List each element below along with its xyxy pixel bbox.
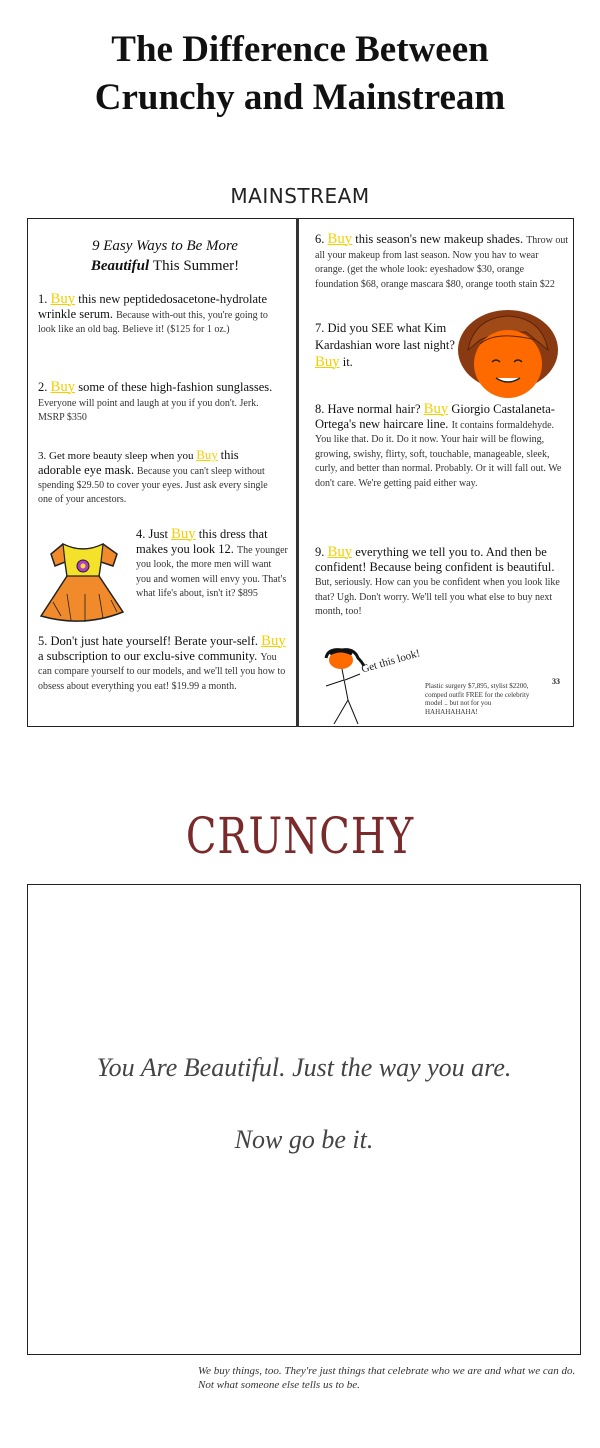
- crunchy-message: [60, 1050, 548, 1158]
- crunchy-message-line-2: Now go be it.: [234, 1125, 374, 1154]
- item-7: 7. Did you SEE what Kim Kardashian wore last night? Buy it.: [315, 321, 455, 370]
- get-this-look-label: Get this look!: [360, 647, 422, 676]
- item-4: 4. Just Buy this dress that makes you look 12. The younger you look, the more men will want you and women will envy you. That's what life's about, isn't it? $895: [136, 526, 288, 599]
- item-9: 9. Buy everything we tell you to. And then be confident! Because being confident is beautiful. But, seriously. How can you be confident when you look like that? Ugh. Don't worry. We'll tell you what else to buy next month, too!: [315, 544, 560, 617]
- title-line-2: Crunchy and Mainstream: [94, 77, 506, 118]
- item-2: 2. Buy some of these high-fashion sunglasses. Everyone will point and laugh at you if you don't. Jerk. MSRP $350: [38, 379, 273, 423]
- page-title: [0, 26, 600, 122]
- item-5: 5. Don't just hate yourself! Berate your-self. Buy a subscription to our exclu-sive community. You can compare yourself to our models, and we'll tell you how to obsess about everything you eat! $19.99 a month.: [38, 633, 286, 692]
- buy-label: Buy: [315, 354, 340, 370]
- buy-label: Buy: [423, 401, 449, 417]
- buy-label: Buy: [171, 526, 196, 542]
- crunchy-heading: CRUNCHY: [185, 808, 415, 866]
- item-1: 1. Buy this new peptidedosacetone-hydrolate wrinkle serum. Because with-out this, you're going to look like an old bag. Believe it! ($125 for 1 oz.): [38, 291, 268, 335]
- title-line-1: The Difference Between: [111, 29, 489, 70]
- dress-illustration: [33, 532, 133, 632]
- buy-label: Buy: [50, 291, 76, 307]
- item-6: 6. Buy this season's new makeup shades. Throw out all your makeup from last season. Now you hav to wear orange. (get the whole look: eyeshadow $30, orange foundation $68, orange mascara $80, orange tooth stain $22: [315, 231, 569, 290]
- crunchy-footnote: We buy things, too. They're just things that celebrate who we are and what we can do. Not what someone else tells us to be.: [198, 1365, 576, 1391]
- item-8: 8. Have normal hair? Buy Giorgio Castalaneta-Ortega's new haircare line. It contains formaldehyde. You like that. Do it. Do it now. Your hair will be flowing, growing, swishy, flirty, soft, touchable, manageable, sleek, curly, and better than normal. Probably. Or it will fall out. We don't care. We're getting paid either way.: [315, 401, 562, 489]
- buy-label: Buy: [261, 633, 286, 649]
- price-note: Plastic surgery $7,895, stylist $2200, comped outfit FREE for the celebrity model .. but not for you HAHAHAHAHA!: [425, 682, 530, 716]
- crunchy-message-line-1: You Are Beautiful. Just the way you are.: [96, 1053, 512, 1082]
- orange-face-illustration: [456, 310, 560, 400]
- magazine-headline: 9 Easy Ways to Be More Beautiful This Summer!: [90, 238, 240, 274]
- buy-label: Buy: [327, 231, 353, 247]
- page-number: 33: [552, 677, 560, 686]
- mainstream-heading: MAINSTREAM: [230, 184, 370, 208]
- buy-label: Buy: [50, 379, 76, 395]
- magazine-gutter: [296, 218, 299, 727]
- item-3: 3. Get more beauty sleep when you Buy this adorable eye mask. Because you can't sleep without spending $29.50 to cover your eyes. Just ask every single one of your ancestors.: [38, 447, 268, 505]
- buy-label: Buy: [196, 447, 218, 462]
- stick-figure-illustration: [318, 644, 378, 726]
- buy-label: Buy: [327, 544, 353, 560]
